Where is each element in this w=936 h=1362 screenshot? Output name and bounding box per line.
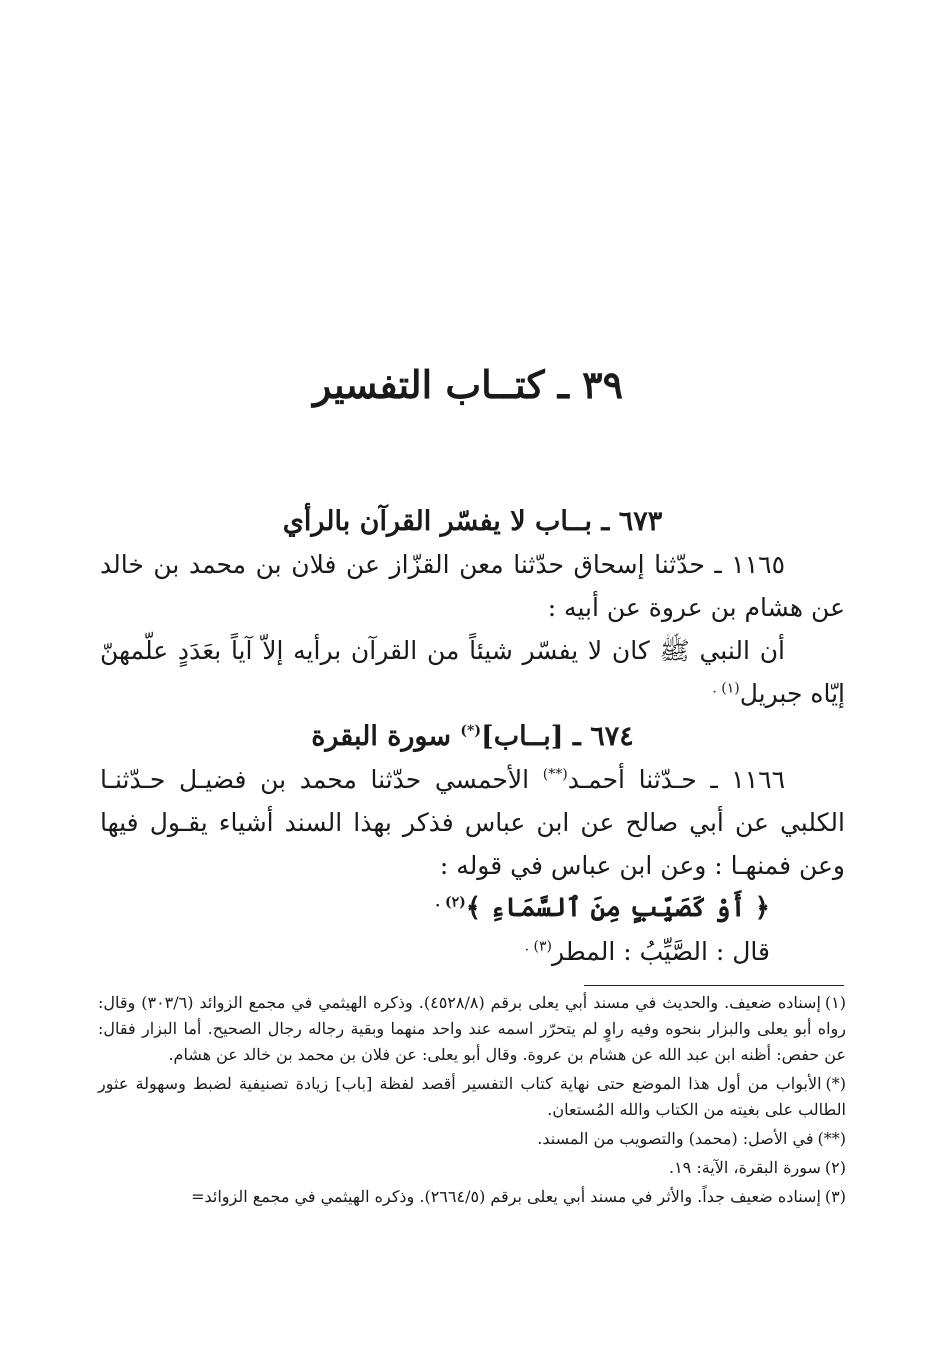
footnote-ref-1: (١) .	[712, 680, 740, 697]
footnote-text: إسناده ضعيف جداً. والأثر في مسند أبي يعلى برقم (٢٦٦٤/٥). وذكره الهيثمي في مجمع الزوائد=	[191, 1187, 821, 1206]
footnote-text: الأبواب من أول هذا الموضع حتى نهاية كتاب التفسير أقصد لفظة [باب] زيادة تصنيفية لضبط وسهولة عثور الطالب على بغيته من الكتاب والله المُستعان.	[98, 1074, 846, 1119]
footnote-number: (*)	[825, 1074, 846, 1093]
hadith-1166	[100, 758, 845, 887]
footnote-3	[98, 1184, 846, 1210]
footnote-2	[98, 1155, 846, 1181]
quran-verse	[100, 887, 845, 930]
verse-explanation	[100, 930, 845, 973]
chapter-heading-674	[100, 715, 845, 758]
footnote-1	[98, 990, 846, 1068]
footnote-divider	[584, 985, 844, 986]
chapter-674-number: ٦٧٤ ـ [بــاب]	[480, 721, 634, 752]
explanation-text: قال : الصَّيِّبُ : المطر	[551, 937, 770, 966]
footnote-text: في الأصل: (محمد) والتصويب من المسند.	[537, 1129, 814, 1148]
chapter-674-title: سورة البقرة	[311, 721, 461, 752]
footnote-number: (٣)	[824, 1187, 846, 1206]
footnote-text: سورة البقرة، الآية: ١٩.	[668, 1158, 821, 1177]
hadith-1165-text	[100, 629, 845, 715]
footnote-ref-3: (٣) .	[524, 938, 552, 955]
footnotes	[98, 990, 846, 1213]
footnote-ref-2: (٢) .	[435, 894, 466, 911]
hadith-1165-body: أن النبي ﷺ كان لا يفسّر شيئاً من القرآن برأيه إلاّ آياً بعَدَدٍ علّمهنّ إيّاه جبريل	[100, 636, 845, 708]
footnote-number: (١)	[824, 993, 847, 1012]
footnote-number: (**)	[817, 1129, 846, 1148]
footnote-star	[98, 1071, 846, 1123]
verse-text: ﴿ أَوْ كَصَيِّبٍ مِنَ ٱلسَّمَاءِ ﴾	[465, 893, 770, 923]
book-title: ٣٩ ـ كتــاب التفسير	[313, 362, 623, 407]
footnote-number: (٢)	[824, 1158, 846, 1177]
footnote-double-star	[98, 1126, 846, 1152]
chapter-heading-673: ٦٧٣ ـ بــاب لا يفسّر القرآن بالرأي	[282, 506, 663, 537]
hadith-1166-start: ١١٦٦ ـ حـدّثنا أحمـد	[567, 765, 786, 794]
hadith-1166-rest: الأحمسي حدّثنا محمد بن فضيـل حـدّثنـا الكلبي عن أبي صالح عن ابن عباس فذكر بهذا السند أشياء يقـول فيها وعن فمنهـا : وعن ابن عباس في قوله :	[100, 765, 845, 880]
footnote-ref-star: (*)	[460, 723, 481, 739]
hadith-1165-chain: ١١٦٥ ـ حدّثنا إسحاق حدّثنا معن القزّاز عن فلان بن محمد بن خالد عن هشام بن عروة عن أبيه :	[100, 550, 845, 622]
footnote-text: إسناده ضعيف. والحديث في مسند أبي يعلى برقم (٤٥٢٨/٨). وذكره الهيثمي في مجمع الزوائد (٣٠٣/٦) وقال: رواه أبو يعلى والبزار بنحوه وفيه راوٍ لم يتحرّر اسمه عند واحد منهما وبقية رجاله رجال الصحيح. أما البزار فقال: عن حفص: أظنه ابن عبد الله عن هشام بن عروة. وقال أبو يعلى: عن فلان بن محمد بن خالد عن هشام.	[98, 993, 846, 1064]
footnote-ref-double-star: (**)	[542, 766, 568, 783]
main-text	[100, 500, 845, 973]
